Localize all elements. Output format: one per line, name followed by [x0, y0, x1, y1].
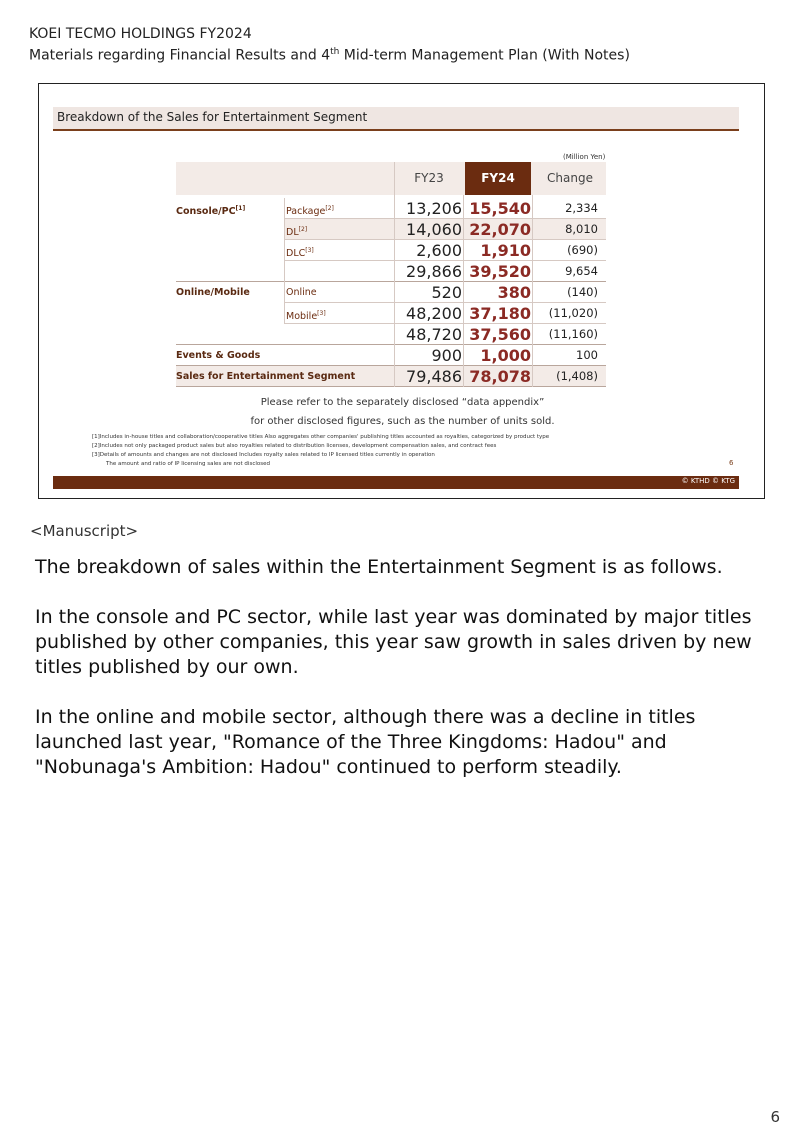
- footnote-2: [2]Includes not only packaged product sales but also royalties related to distribution licenses, development compensation sales, and contract fees: [92, 443, 497, 449]
- change-value: (690): [567, 243, 598, 257]
- sub-label: Mobile[3]: [286, 310, 326, 323]
- manuscript-label: <Manuscript>: [30, 522, 139, 540]
- slide-title: Breakdown of the Sales for Entertainment Segment: [57, 110, 368, 124]
- segment-label-online-mobile: Online/Mobile: [176, 287, 250, 298]
- slide-frame: [38, 83, 765, 499]
- fy24-value: 39,520: [469, 262, 531, 281]
- fy24-value: 22,070: [469, 220, 531, 239]
- fy24-value: 37,560: [469, 325, 531, 344]
- table-row: [176, 282, 606, 303]
- fy24-value: 380: [497, 283, 531, 302]
- manuscript-paragraph: In the console and PC sector, while last year was dominated by major titles published by other companies, this year saw growth in sales driven by new titles published by our own.: [35, 606, 752, 678]
- fy23-value: 900: [431, 346, 462, 365]
- change-value: 8,010: [565, 222, 598, 236]
- slide-title-bar: [53, 107, 739, 131]
- slide-page-number: 6: [729, 459, 734, 467]
- sub-label: DL[2]: [286, 226, 308, 239]
- fy24-value: 78,078: [469, 367, 531, 386]
- appendix-note-line1: Please refer to the separately disclosed “data appendix”: [260, 397, 545, 408]
- fy23-value: 520: [431, 283, 462, 302]
- fy23-value: 79,486: [406, 367, 462, 386]
- manuscript-body: [35, 555, 775, 805]
- change-value: (140): [567, 285, 598, 299]
- fy23-value: 14,060: [406, 220, 462, 239]
- manuscript-paragraph: The breakdown of sales within the Entertainment Segment is as follows.: [35, 556, 723, 578]
- col-header-fy24: FY24: [465, 162, 531, 195]
- col-header-fy23: FY23: [414, 171, 444, 185]
- fy23-value: 13,206: [406, 199, 462, 218]
- footnote-3-cont: The amount and ratio of IP licensing sales are not disclosed: [106, 461, 270, 467]
- table-row: [176, 198, 606, 219]
- header-subtitle: Materials regarding Financial Results and 4th Mid-term Management Plan (With Notes): [29, 47, 630, 64]
- table-row: [176, 240, 606, 261]
- table-row: [176, 219, 606, 240]
- segment-label-events-goods: Events & Goods: [176, 350, 261, 361]
- manuscript-paragraph: In the online and mobile sector, although there was a decline in titles launched last year, "Romance of the Three Kingdoms: Hadou" and "Nobunaga's Ambition: Hadou" continued to perform steadily.: [35, 706, 696, 778]
- page-number: 6: [770, 1108, 780, 1126]
- change-value: (11,020): [548, 306, 598, 320]
- fy23-value: 2,600: [416, 241, 462, 260]
- table-row-subtotal: [176, 261, 606, 282]
- footnote-1: [1]Includes in-house titles and collaboration/cooperative titles Also aggregates other companies' publishing titles accounted as royalties, categorized by product type: [92, 434, 550, 440]
- sub-label: Online: [286, 287, 317, 298]
- slide-footer-bar: [53, 476, 739, 489]
- change-value: 2,334: [565, 201, 598, 215]
- change-value: 9,654: [565, 264, 598, 278]
- change-value: (1,408): [556, 369, 598, 383]
- sub-label: Package[2]: [286, 205, 334, 218]
- fy24-value: 37,180: [469, 304, 531, 323]
- segment-label-console-pc: Console/PC[1]: [176, 205, 246, 218]
- unit-note: (Million Yen): [563, 153, 606, 161]
- col-header-change: Change: [547, 171, 593, 185]
- fy23-value: 48,200: [406, 304, 462, 323]
- fy24-value: 1,000: [480, 346, 531, 365]
- sub-label: DLC[3]: [286, 247, 314, 260]
- fy23-value: 48,720: [406, 325, 462, 344]
- segment-label-total: Sales for Entertainment Segment: [176, 371, 356, 382]
- table-header: [176, 162, 606, 195]
- table-row-subtotal: [176, 324, 606, 345]
- table-row: [176, 345, 606, 366]
- document-header: [29, 25, 630, 65]
- header-company-title: KOEI TECMO HOLDINGS FY2024: [29, 26, 252, 42]
- appendix-note-line2: for other disclosed figures, such as the number of units sold.: [250, 416, 555, 427]
- fy24-value: 15,540: [469, 199, 531, 218]
- table-row: [176, 303, 606, 324]
- footnote-3: [3]Details of amounts and changes are not disclosed Includes royalty sales related to IP licensed titles currently in operation: [92, 452, 435, 458]
- copyright: © KTHD © KTG: [681, 477, 735, 485]
- table-row-total: [176, 366, 606, 387]
- fy24-value: 1,910: [480, 241, 531, 260]
- fy23-value: 29,866: [406, 262, 462, 281]
- change-value: 100: [576, 348, 598, 362]
- footnotes: [92, 433, 549, 469]
- change-value: (11,160): [548, 327, 598, 341]
